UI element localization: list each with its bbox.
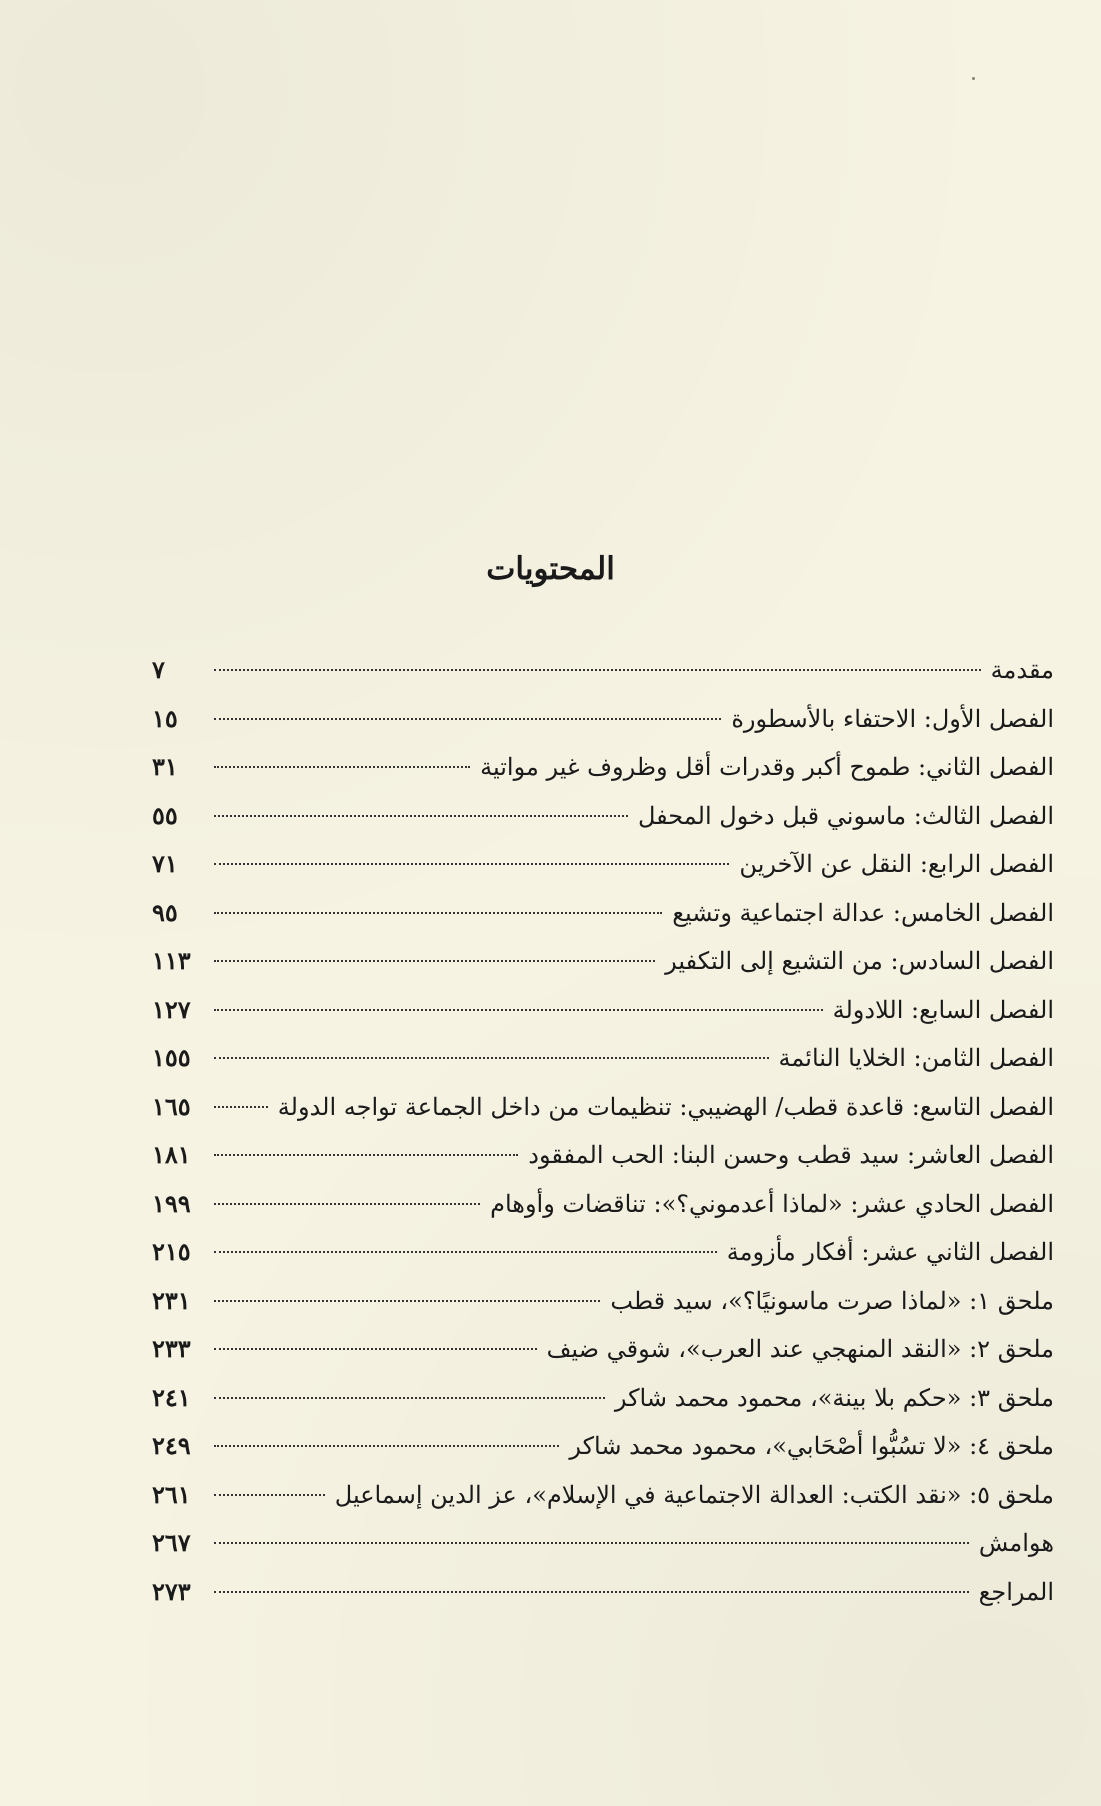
toc-entry-title: الفصل الحادي عشر: «لماذا أعدموني؟»: تناقضات وأوهام: [490, 1189, 1054, 1218]
toc-entry: [152, 1422, 1054, 1471]
toc-entry: [152, 1083, 1054, 1132]
toc-entry: [152, 1325, 1054, 1374]
toc-entry-title: الفصل الثالث: ماسوني قبل دخول المحفل: [637, 801, 1054, 830]
toc-entry: [152, 646, 1054, 695]
dot-leader: [214, 1300, 600, 1302]
toc-entry: [152, 1034, 1054, 1083]
toc-entry-title: المراجع: [978, 1577, 1054, 1606]
dot-leader: [214, 912, 662, 914]
dot-leader: [214, 1009, 823, 1011]
toc-entry: [152, 937, 1054, 986]
toc-entry-page-number: ٥٥: [152, 800, 178, 830]
toc-entry-page-number: ٢٦٧: [152, 1528, 191, 1557]
toc-entry-title: الفصل الثامن: الخلايا النائمة: [778, 1044, 1054, 1072]
toc-entry-page-number: ١٨١: [152, 1140, 191, 1169]
toc-entry-title: الفصل الرابع: النقل عن الآخرين: [739, 850, 1054, 878]
toc-entry-title: ملحق ٤: «لا تسُبُّوا أصْحَابي»، محمود محمد شاكر: [569, 1432, 1054, 1460]
toc-entry: [152, 1568, 1054, 1617]
dot-leader: [214, 815, 628, 817]
paper-speck: [972, 77, 975, 80]
toc-entry-page-number: ١٦٥: [152, 1091, 191, 1121]
toc-entry-page-number: ٢٤٩: [152, 1431, 191, 1460]
toc-entry-page-number: ٢١٥: [152, 1237, 191, 1266]
toc-entry: [152, 1277, 1054, 1326]
table-of-contents: [152, 646, 1054, 1616]
toc-entry-title: الفصل الثاني: طموح أكبر وقدرات أقل وظروف غير مواتية: [480, 753, 1054, 781]
toc-entry-page-number: ٢٤١: [152, 1382, 191, 1412]
page-title: المحتويات: [486, 550, 615, 587]
dot-leader: [214, 1542, 969, 1544]
dot-leader: [214, 1348, 537, 1350]
toc-entry-page-number: ٢٣٣: [152, 1334, 191, 1363]
toc-entry: [152, 792, 1054, 841]
toc-entry: [152, 743, 1054, 792]
dot-leader: [214, 1106, 268, 1108]
toc-entry: [152, 1471, 1054, 1520]
toc-entry-title: مقدمة: [990, 656, 1054, 684]
toc-entry-page-number: ١٢٧: [152, 994, 191, 1024]
toc-entry-page-number: ١٩٩: [152, 1188, 191, 1218]
dot-leader: [214, 1251, 717, 1253]
toc-entry-page-number: ١٥٥: [152, 1043, 191, 1072]
dot-leader: [214, 863, 729, 865]
toc-entry-page-number: ٧: [152, 655, 165, 684]
toc-entry: [152, 695, 1054, 744]
toc-entry-page-number: ٧١: [152, 849, 178, 878]
toc-entry-title: ملحق ٣: «حكم بلا بينة»، محمود محمد شاكر: [614, 1383, 1054, 1412]
toc-entry-page-number: ٩٥: [152, 897, 178, 927]
dot-leader: [214, 1591, 969, 1593]
dot-leader: [214, 1154, 518, 1156]
toc-entry-title: الفصل الأول: الاحتفاء بالأسطورة: [731, 704, 1054, 733]
toc-entry-page-number: ٢٧٣: [152, 1576, 191, 1606]
dot-leader: [214, 960, 655, 962]
toc-entry-page-number: ٢٦١: [152, 1479, 191, 1509]
toc-entry: [152, 1131, 1054, 1180]
toc-entry-title: ملحق ٢: «النقد المنهجي عند العرب»، شوقي ضيف: [546, 1335, 1054, 1363]
toc-entry-title: الفصل السابع: اللادولة: [832, 995, 1054, 1024]
toc-entry-page-number: ٣١: [152, 752, 178, 781]
toc-entry: [152, 1374, 1054, 1423]
dot-leader: [214, 669, 981, 671]
toc-entry-title: الفصل السادس: من التشيع إلى التكفير: [665, 947, 1054, 975]
toc-entry-title: الفصل العاشر: سيد قطب وحسن البنا: الحب المفقود: [528, 1141, 1054, 1169]
toc-entry-title: الفصل الثاني عشر: أفكار مأزومة: [726, 1238, 1054, 1266]
dot-leader: [214, 718, 721, 720]
dot-leader: [214, 1203, 480, 1205]
toc-entry-title: الفصل التاسع: قاعدة قطب/ الهضيبي: تنظيمات من داخل الجماعة تواجه الدولة: [277, 1092, 1054, 1121]
dot-leader: [214, 1445, 559, 1447]
dot-leader: [214, 1057, 769, 1059]
toc-entry-page-number: ١٥: [152, 703, 178, 733]
toc-entry-title: ملحق ٥: «نقد الكتب: العدالة الاجتماعية في الإسلام»، عز الدين إسماعيل: [334, 1480, 1054, 1509]
toc-entry-page-number: ١١٣: [152, 946, 191, 975]
toc-entry: [152, 1519, 1054, 1568]
toc-entry: [152, 986, 1054, 1035]
dot-leader: [214, 1494, 325, 1496]
toc-entry: [152, 840, 1054, 889]
toc-entry: [152, 1228, 1054, 1277]
toc-entry-page-number: ٢٣١: [152, 1285, 191, 1315]
toc-entry-title: الفصل الخامس: عدالة اجتماعية وتشيع: [672, 898, 1054, 927]
toc-entry: [152, 889, 1054, 938]
toc-entry-title: ملحق ١: «لماذا صرت ماسونيًا؟»، سيد قطب: [610, 1286, 1054, 1315]
toc-entry: [152, 1180, 1054, 1229]
toc-entry-title: هوامش: [978, 1529, 1054, 1557]
dot-leader: [214, 1397, 605, 1399]
dot-leader: [214, 766, 470, 768]
